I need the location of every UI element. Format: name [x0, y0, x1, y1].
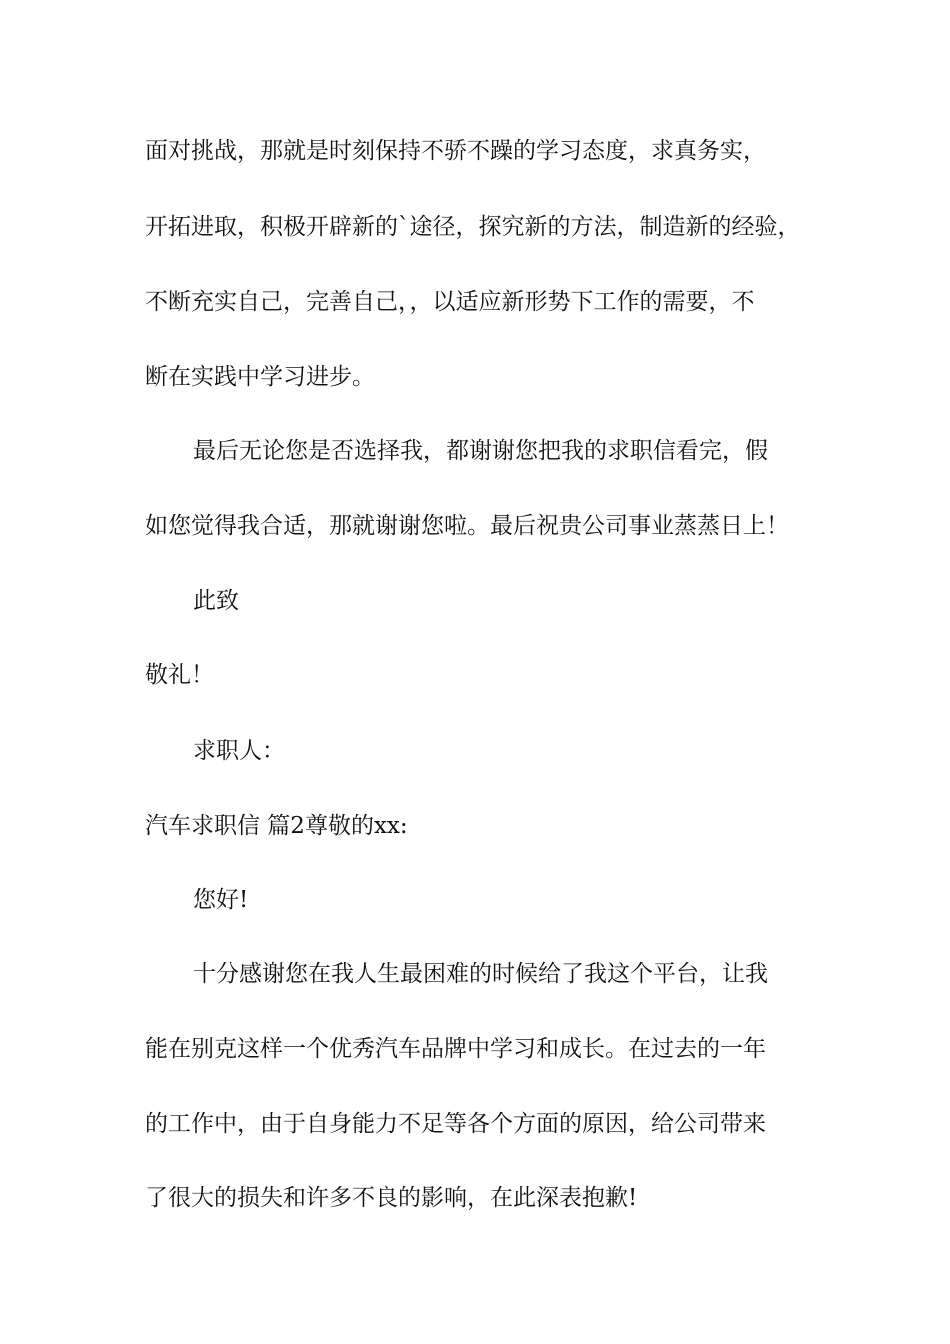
- closing-salutation: 此致: [193, 588, 239, 614]
- closing-regards: 敬礼！: [145, 662, 214, 688]
- paragraph-line: 面对挑战，那就是时刻保持不骄不躁的学习态度，求真务实，: [145, 138, 766, 164]
- paragraph-line: 能在别克这样一个优秀汽车品牌中学习和成长。在过去的一年: [145, 1036, 766, 1062]
- signature-label: 求职人：: [193, 738, 285, 764]
- paragraph-line: 了很大的损失和许多不良的影响，在此深表抱歉!: [145, 1185, 638, 1211]
- section-heading: 汽车求职信 篇2尊敬的xx:: [145, 813, 408, 839]
- paragraph-line: 断在实践中学习进步。: [145, 364, 375, 390]
- paragraph-line: 十分感谢您在我人生最困难的时候给了我这个平台，让我: [193, 961, 768, 987]
- paragraph-line: 不断充实自己，完善自己，，以适应新形势下工作的需要，不: [145, 289, 755, 315]
- paragraph-line: 的工作中，由于自身能力不足等各个方面的原因，给公司带来: [145, 1111, 766, 1137]
- paragraph-line: 开拓进取，积极开辟新的`途径，探究新的方法，制造新的经验，: [145, 214, 801, 240]
- greeting: 您好!: [193, 887, 249, 913]
- paragraph-line: 如您觉得我合适，那就谢谢您啦。最后祝贵公司事业蒸蒸日上！: [145, 513, 789, 539]
- paragraph-line: 最后无论您是否选择我，都谢谢您把我的求职信看完，假: [193, 438, 768, 464]
